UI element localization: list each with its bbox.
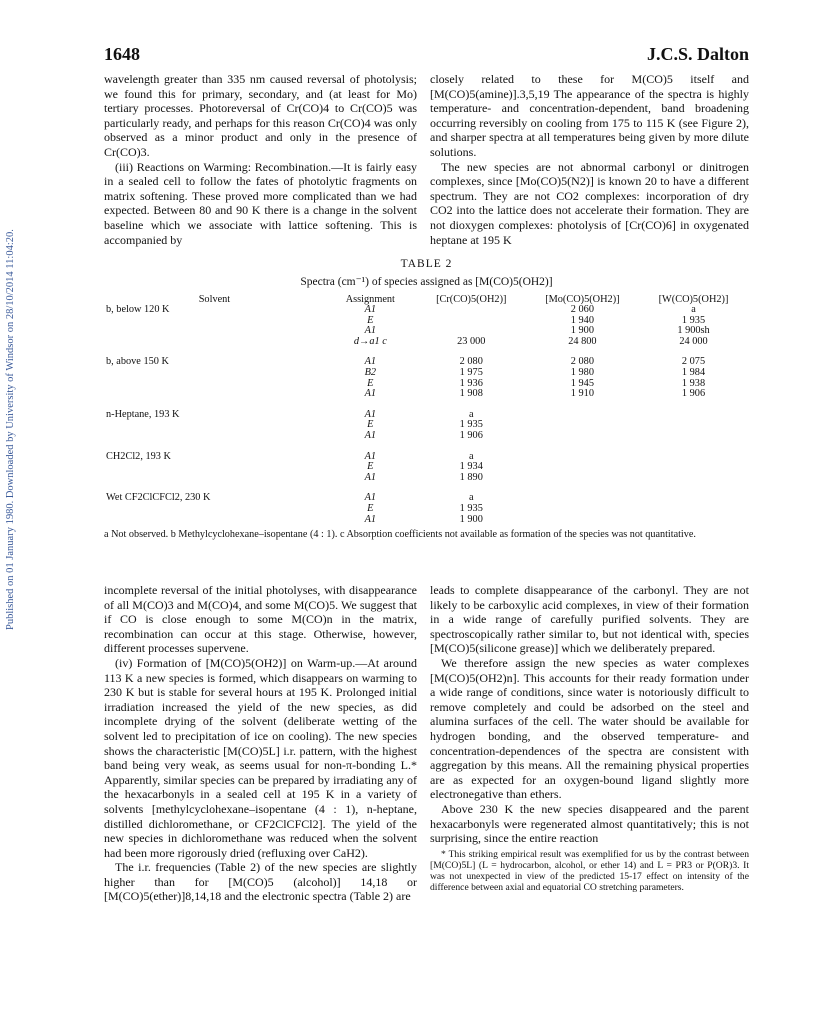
download-sidebar: Published on 01 January 1980. Downloaded by University of Windsor on 28/10/2014 11:04:20. bbox=[5, 229, 16, 630]
table-row bbox=[104, 305, 749, 316]
bottom-right-column bbox=[430, 583, 749, 893]
column-header: [Mo(CO)5(OH2)] bbox=[545, 294, 620, 305]
value-cell: 1 975 bbox=[459, 366, 483, 378]
value-cell bbox=[416, 316, 527, 327]
table-row bbox=[104, 368, 749, 379]
assignment-cell: E bbox=[367, 314, 374, 326]
value-cell: 1 938 bbox=[681, 377, 706, 389]
assignment-cell: A1 bbox=[364, 492, 377, 504]
value-cell: 1 935 bbox=[681, 314, 706, 326]
column-header: [Cr(CO)5(OH2)] bbox=[436, 294, 507, 305]
assignment-cell: A1 bbox=[364, 388, 377, 400]
top-right-column bbox=[430, 72, 749, 247]
table-row bbox=[104, 389, 749, 400]
assignment-cell: A1 bbox=[364, 325, 377, 337]
value-cell: 1 935 bbox=[459, 419, 483, 431]
table-notes: a Not observed. b Methylcyclohexane–isopentane (4 : 1). c Absorption coefficients not available as formation of the species was not quantitative. bbox=[104, 529, 696, 541]
page-header bbox=[104, 44, 749, 68]
value-cell: 1 900 bbox=[570, 325, 594, 337]
assignment-cell: E bbox=[367, 461, 374, 473]
table-caption: Spectra (cm⁻¹) of species assigned as [M(CO)5(OH2)] bbox=[300, 276, 553, 288]
value-cell: a bbox=[691, 304, 696, 315]
top-left-column bbox=[104, 72, 417, 247]
table-row bbox=[104, 493, 749, 504]
value-cell bbox=[638, 462, 749, 473]
assignment-cell: A1 bbox=[364, 408, 377, 420]
value-cell bbox=[638, 504, 749, 515]
paragraph: leads to complete disappearance of the carbonyl. They are not likely to be carboxylic acid complexes, in view of their formation in a wide range of carefully purified solvents. They are spectroscopically rather similar to, but not identical with, species [M(CO)5(silicone grease)] which we deliberately prepared. bbox=[430, 583, 749, 656]
value-cell: 1 936 bbox=[459, 377, 483, 389]
value-cell: 1 906 bbox=[459, 429, 483, 441]
solvent-cell: n-Heptane, 193 K bbox=[106, 408, 180, 420]
value-cell: 1 906 bbox=[681, 388, 706, 400]
column-header: Solvent bbox=[198, 294, 231, 305]
table-row bbox=[104, 326, 749, 337]
assignment-cell: A1 bbox=[364, 513, 377, 525]
bottom-left-column bbox=[104, 583, 417, 904]
assignment-cell: A1 bbox=[364, 450, 377, 462]
footnote: * This striking empirical result was exemplified for us by the contrast between [M(CO)5L] (L = hydrocarbon, alcohol, or ether 14) and L = PR3 or P(OR)3. It was not unexpected in view of the predicted 15-17 effect on intensity of the difference between axial and equatorial CO stretching parameters. bbox=[430, 848, 749, 893]
value-cell: 2 060 bbox=[570, 304, 594, 315]
value-cell: a bbox=[468, 408, 474, 420]
table-row bbox=[104, 379, 749, 390]
value-cell: 1 908 bbox=[459, 388, 483, 400]
value-cell bbox=[638, 515, 749, 526]
value-cell bbox=[527, 493, 638, 504]
column-header: Assignment bbox=[345, 294, 395, 305]
value-cell: a bbox=[468, 492, 474, 504]
value-cell bbox=[638, 473, 749, 484]
value-cell bbox=[638, 410, 749, 421]
value-cell bbox=[527, 410, 638, 421]
table-row bbox=[104, 420, 749, 431]
table-row bbox=[104, 357, 749, 368]
value-cell: 1 940 bbox=[570, 314, 594, 326]
value-cell bbox=[527, 420, 638, 431]
value-cell bbox=[527, 452, 638, 463]
assignment-cell: B2 bbox=[364, 366, 377, 378]
value-cell bbox=[527, 504, 638, 515]
table-row bbox=[104, 504, 749, 515]
value-cell: 24 800 bbox=[568, 335, 597, 347]
value-cell: 1 945 bbox=[570, 377, 594, 389]
value-cell bbox=[527, 431, 638, 442]
assignment-cell: E bbox=[367, 419, 374, 431]
paragraph: Above 230 K the new species disappeared and the parent hexacarbonyls were regenerated almost quantitatively; this is not surprising, since the entire reaction bbox=[430, 801, 749, 846]
assignment-cell: A1 bbox=[364, 356, 377, 368]
paragraph: We therefore assign the new species as water complexes [M(CO)5(OH2)n]. This accounts for their ready formation under a wide range of conditions, since water is notoriously difficult to remove completely and could be adsorbed on the steel and alumina surfaces of the cell. The water should be available for hydrogen bonding, and the observed temperature- and concentration-dependences of the spectra are consistent with aggregation by this means. All the remaining physical properties are as expected for an oxygen-bound ligand slightly more electronegative than ethers. bbox=[430, 655, 749, 802]
column-header: [W(CO)5(OH2)] bbox=[658, 294, 729, 305]
value-cell: 2 080 bbox=[570, 356, 594, 368]
solvent-cell: b, above 150 K bbox=[106, 356, 169, 368]
solvent-cell: b, below 120 K bbox=[106, 304, 170, 315]
value-cell: 1 890 bbox=[459, 471, 483, 483]
table-row bbox=[104, 473, 749, 484]
page-number: 1648 bbox=[104, 44, 140, 64]
paragraph: incomplete reversal of the initial photolyses, with disappearance of all M(CO)3 and M(CO)4, and some M(CO)5. We suggest that if CO is close enough to some M(CO)n in the matrix, recombination can occur at this stage. Otherwise, however, different processes supervene. bbox=[104, 583, 417, 656]
table-label: TABLE 2 bbox=[400, 258, 453, 270]
table-row bbox=[104, 410, 749, 421]
value-cell bbox=[527, 515, 638, 526]
assignment-cell: A1 bbox=[364, 471, 377, 483]
assignment-cell: A1 bbox=[364, 304, 377, 315]
value-cell: a bbox=[468, 450, 474, 462]
table-row bbox=[104, 431, 749, 442]
value-cell: 2 075 bbox=[681, 356, 706, 368]
paragraph: (iii) Reactions on Warming: Recombination.—It is fairly easy in a sealed cell to follow the fates of photolytic fragments on matrix softening. These proved more complicated than we had expected. Between 80 and 90 K there is a change in the solvent baseline which we associate with lattice softening. This is accompanied by bbox=[104, 159, 417, 247]
paragraph: The i.r. frequencies (Table 2) of the new species are slightly higher than for [M(CO)5 (alcohol)] 14,18 or [M(CO)5(ether)]8,14,18 and the electronic spectra (Table 2) are bbox=[104, 860, 417, 904]
value-cell bbox=[638, 431, 749, 442]
value-cell: 23 000 bbox=[457, 335, 486, 347]
assignment-cell: E bbox=[367, 377, 374, 389]
assignment-cell: A1 bbox=[364, 429, 377, 441]
paragraph: wavelength greater than 335 nm caused reversal of photolysis; we found this for primary, secondary, and (at least for Mo) tertiary processes. Photoreversal of Cr(CO)4 to Cr(CO)5 was particularly ready, and perhaps for this reason Cr(CO)4 was only observed as a minor product and only in the presence of Cr(CO)3. bbox=[104, 72, 417, 159]
solvent-cell: Wet CF2ClCFCl2, 230 K bbox=[106, 492, 211, 504]
paragraph: The new species are not abnormal carbonyl or dinitrogen complexes, since [Mo(CO)5(N2)] is known 20 to have a different spectrum. They are not CO2 complexes: incorporation of dry CO2 into the lattice does not accelerate their formation. They are not dioxygen complexes: photolysis of [Cr(CO)6] in oxygenated heptane at 195 K bbox=[430, 159, 749, 247]
value-cell: 24 000 bbox=[679, 335, 708, 347]
spectra-table bbox=[104, 294, 749, 525]
table-row bbox=[104, 452, 749, 463]
table-row bbox=[104, 462, 749, 473]
solvent-cell: CH2Cl2, 193 K bbox=[106, 450, 171, 462]
value-cell bbox=[416, 305, 527, 316]
table-row bbox=[104, 337, 749, 348]
assignment-cell: E bbox=[367, 502, 374, 514]
value-cell bbox=[638, 420, 749, 431]
table-row bbox=[104, 515, 749, 526]
table-row bbox=[104, 316, 749, 327]
value-cell: 1 910 bbox=[570, 388, 594, 400]
table-2 bbox=[104, 258, 749, 541]
value-cell: 1 980 bbox=[570, 366, 594, 378]
value-cell bbox=[638, 452, 749, 463]
paragraph: (iv) Formation of [M(CO)5(OH2)] on Warm-up.—At around 113 K a new species is formed, which disappears on warming to 230 K but is stable for several hours at 195 K. Prolonged initial irradiation increased the yield of the new species, as did incomplete drying of the solvent (deliberate wetting of the solvent led to precipitation of ice on cooling). The new species shows the characteristic [M(CO)5L] i.r. pattern, with the highest band being very weak, as seems usual for non-π-bonding L.* Apparently, similar species can be prepared by irradiating any of the hexacarbonyls in a sealed cell at 195 K in a variety of solvents [methylcyclohexane–isopentane (4 : 1), n-heptane, distilled dichloromethane, or CF2ClCFCl2]. The yield of the new species in dichloromethane was reduced when the solvent had been more rigorously dried (refluxing over CaH2). bbox=[104, 655, 417, 860]
value-cell bbox=[638, 493, 749, 504]
value-cell bbox=[527, 473, 638, 484]
value-cell: 2 080 bbox=[459, 356, 483, 368]
assignment-cell: d→a1 c bbox=[353, 335, 387, 347]
value-cell bbox=[527, 462, 638, 473]
paragraph: closely related to these for M(CO)5 itself and [M(CO)5(amine)].3,5,19 The appearance of the spectra is highly temperature- and concentration-dependent, band broadening occurring reversibly on cooling from 175 to 115 K (see Figure 2), and sharper spectra at all temperatures being given by more dilute solutions. bbox=[430, 72, 749, 159]
journal-name: J.C.S. Dalton bbox=[646, 44, 749, 64]
value-cell: 1 935 bbox=[459, 502, 483, 514]
value-cell: 1 900 bbox=[459, 513, 483, 525]
value-cell: 1 900sh bbox=[677, 325, 710, 337]
value-cell: 1 934 bbox=[459, 461, 483, 473]
value-cell: 1 984 bbox=[681, 366, 706, 378]
